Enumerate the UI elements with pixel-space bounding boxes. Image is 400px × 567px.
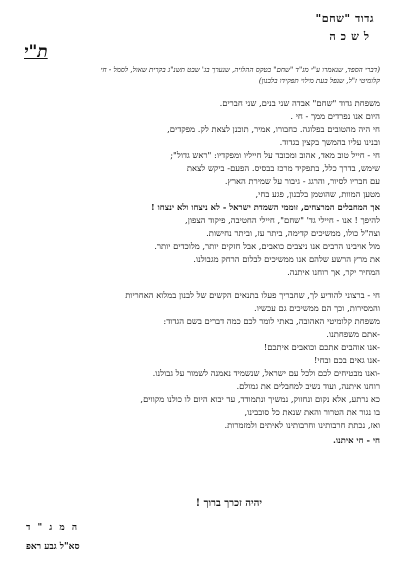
body-line: חי היה מהטובים בפלוגה. כחבורו, אמיר, תוכנן לצאת לק. מפקדים, bbox=[167, 124, 380, 134]
body-line: חי - חייל טוב מאד, אהוב ומכובד על חייליו ומפקדיו: "ראש גדול"; bbox=[170, 150, 380, 160]
body-line: -ואנו מבטיחים לכם ולכל עם ישראל, שנשמיד נאמנה לשמור על גבולנו. bbox=[152, 368, 380, 378]
letter-initial: ת"י bbox=[24, 42, 48, 62]
body-line: את מרץ הרשע שלהם אנו ממשיכים לבלום הרחק מגבולנו. bbox=[193, 254, 380, 264]
body-line: ובנינו עליו בהמשך בקצין בגדוד. bbox=[279, 137, 380, 147]
body-line: שימש, בדרך כלל, בתפקיד מרכז בבסיס. הפעם- ביקש לצאת bbox=[186, 163, 380, 173]
body-line: עם חבריו לסיור, והרגג - גיבור על שמירת הארץ. bbox=[224, 176, 380, 186]
body-line: להיפך ! אנו - חיילי גד' "שחם", חיילי החטיבה, פיקוד הצפון, bbox=[185, 215, 380, 225]
body-line: ואז, נכתת חרבותינו וחרבותינו לאיתים ולמזמרות. bbox=[224, 420, 380, 430]
body-line: -אנו אוהבים אתכם וכואבים איתכם! bbox=[263, 342, 380, 352]
body-line: רוחנו איתנה, ועוד נשיב למחבלים את גמולם. bbox=[236, 381, 380, 391]
body-line: היום אנו נפרדים ממך - חי . bbox=[290, 111, 380, 121]
body-line: והמסירות, וכך הם ממשיכים גם עכשיו. bbox=[254, 303, 380, 313]
unit-name: גדוד "שחם" bbox=[315, 12, 374, 25]
intro-line: (דברי הספד, שנאמרו ע"י מג"ד "שחם" בטקס ההלויה, שנערך בג' שבט תשנ"ג בקרית שאול, לסמל - חי bbox=[100, 66, 380, 74]
intro-line: קלומיטי ז"ל, שנפל בעת מילוי תפקידו בלבנון) bbox=[258, 77, 380, 85]
body-line: משפחת קלומיטי האהובה, באתי לומר לכם כמה דברים בשם הגדוד: bbox=[163, 316, 380, 326]
body-line: חי - ברצוני להודיע לך, שחבריך פעלו בתנאים הקשים של לבנון במלוא האחריות bbox=[125, 290, 380, 300]
signer-title: ה מ ג " ד bbox=[26, 523, 80, 533]
signer-name: סא"ל גבע ראפ bbox=[26, 542, 80, 552]
office-name: לשכה bbox=[329, 30, 374, 43]
body-line: משפחת גדוד "שחם" אבדה שני בנים, שני חברים. bbox=[219, 98, 380, 108]
body-line: וצה"ל כולו, ממשיכים קדימה, ביתר עז, וביתר נחישות. bbox=[206, 228, 380, 238]
body-line: -אתם משפחתנו. bbox=[326, 329, 380, 339]
body-line: כא נרתע, אלא נקום ונחזוק, נמשיך ונתמודד, עד יבוא היום לו כולנו מקווים, bbox=[140, 394, 380, 404]
body-line: -אנו גאים בכם ובחי! bbox=[314, 355, 380, 365]
body-line: בו נגור את הטרור והאת שנאת כל סובבינו, bbox=[244, 407, 380, 417]
body-line: אך המחבלים המרצחים, זוממי השמדת ישראל - לא ניצחו ולא ינצחו ! bbox=[151, 202, 380, 212]
body-line: חי - חי איתנו. bbox=[333, 435, 380, 445]
body-line: מול אויבינו הרבים אנו ניצבים כואבים, אבל חזקים יותר, מלוכדים יותר. bbox=[154, 241, 380, 251]
body-line: המחיר יקר, אך רוחנו איתנה. bbox=[287, 267, 380, 277]
closing-blessing: יהיה זכרך ברוך ! bbox=[195, 498, 262, 509]
body-line: מטען המוות, שהוטמן בלבנון, פגע בחי, bbox=[255, 189, 380, 199]
